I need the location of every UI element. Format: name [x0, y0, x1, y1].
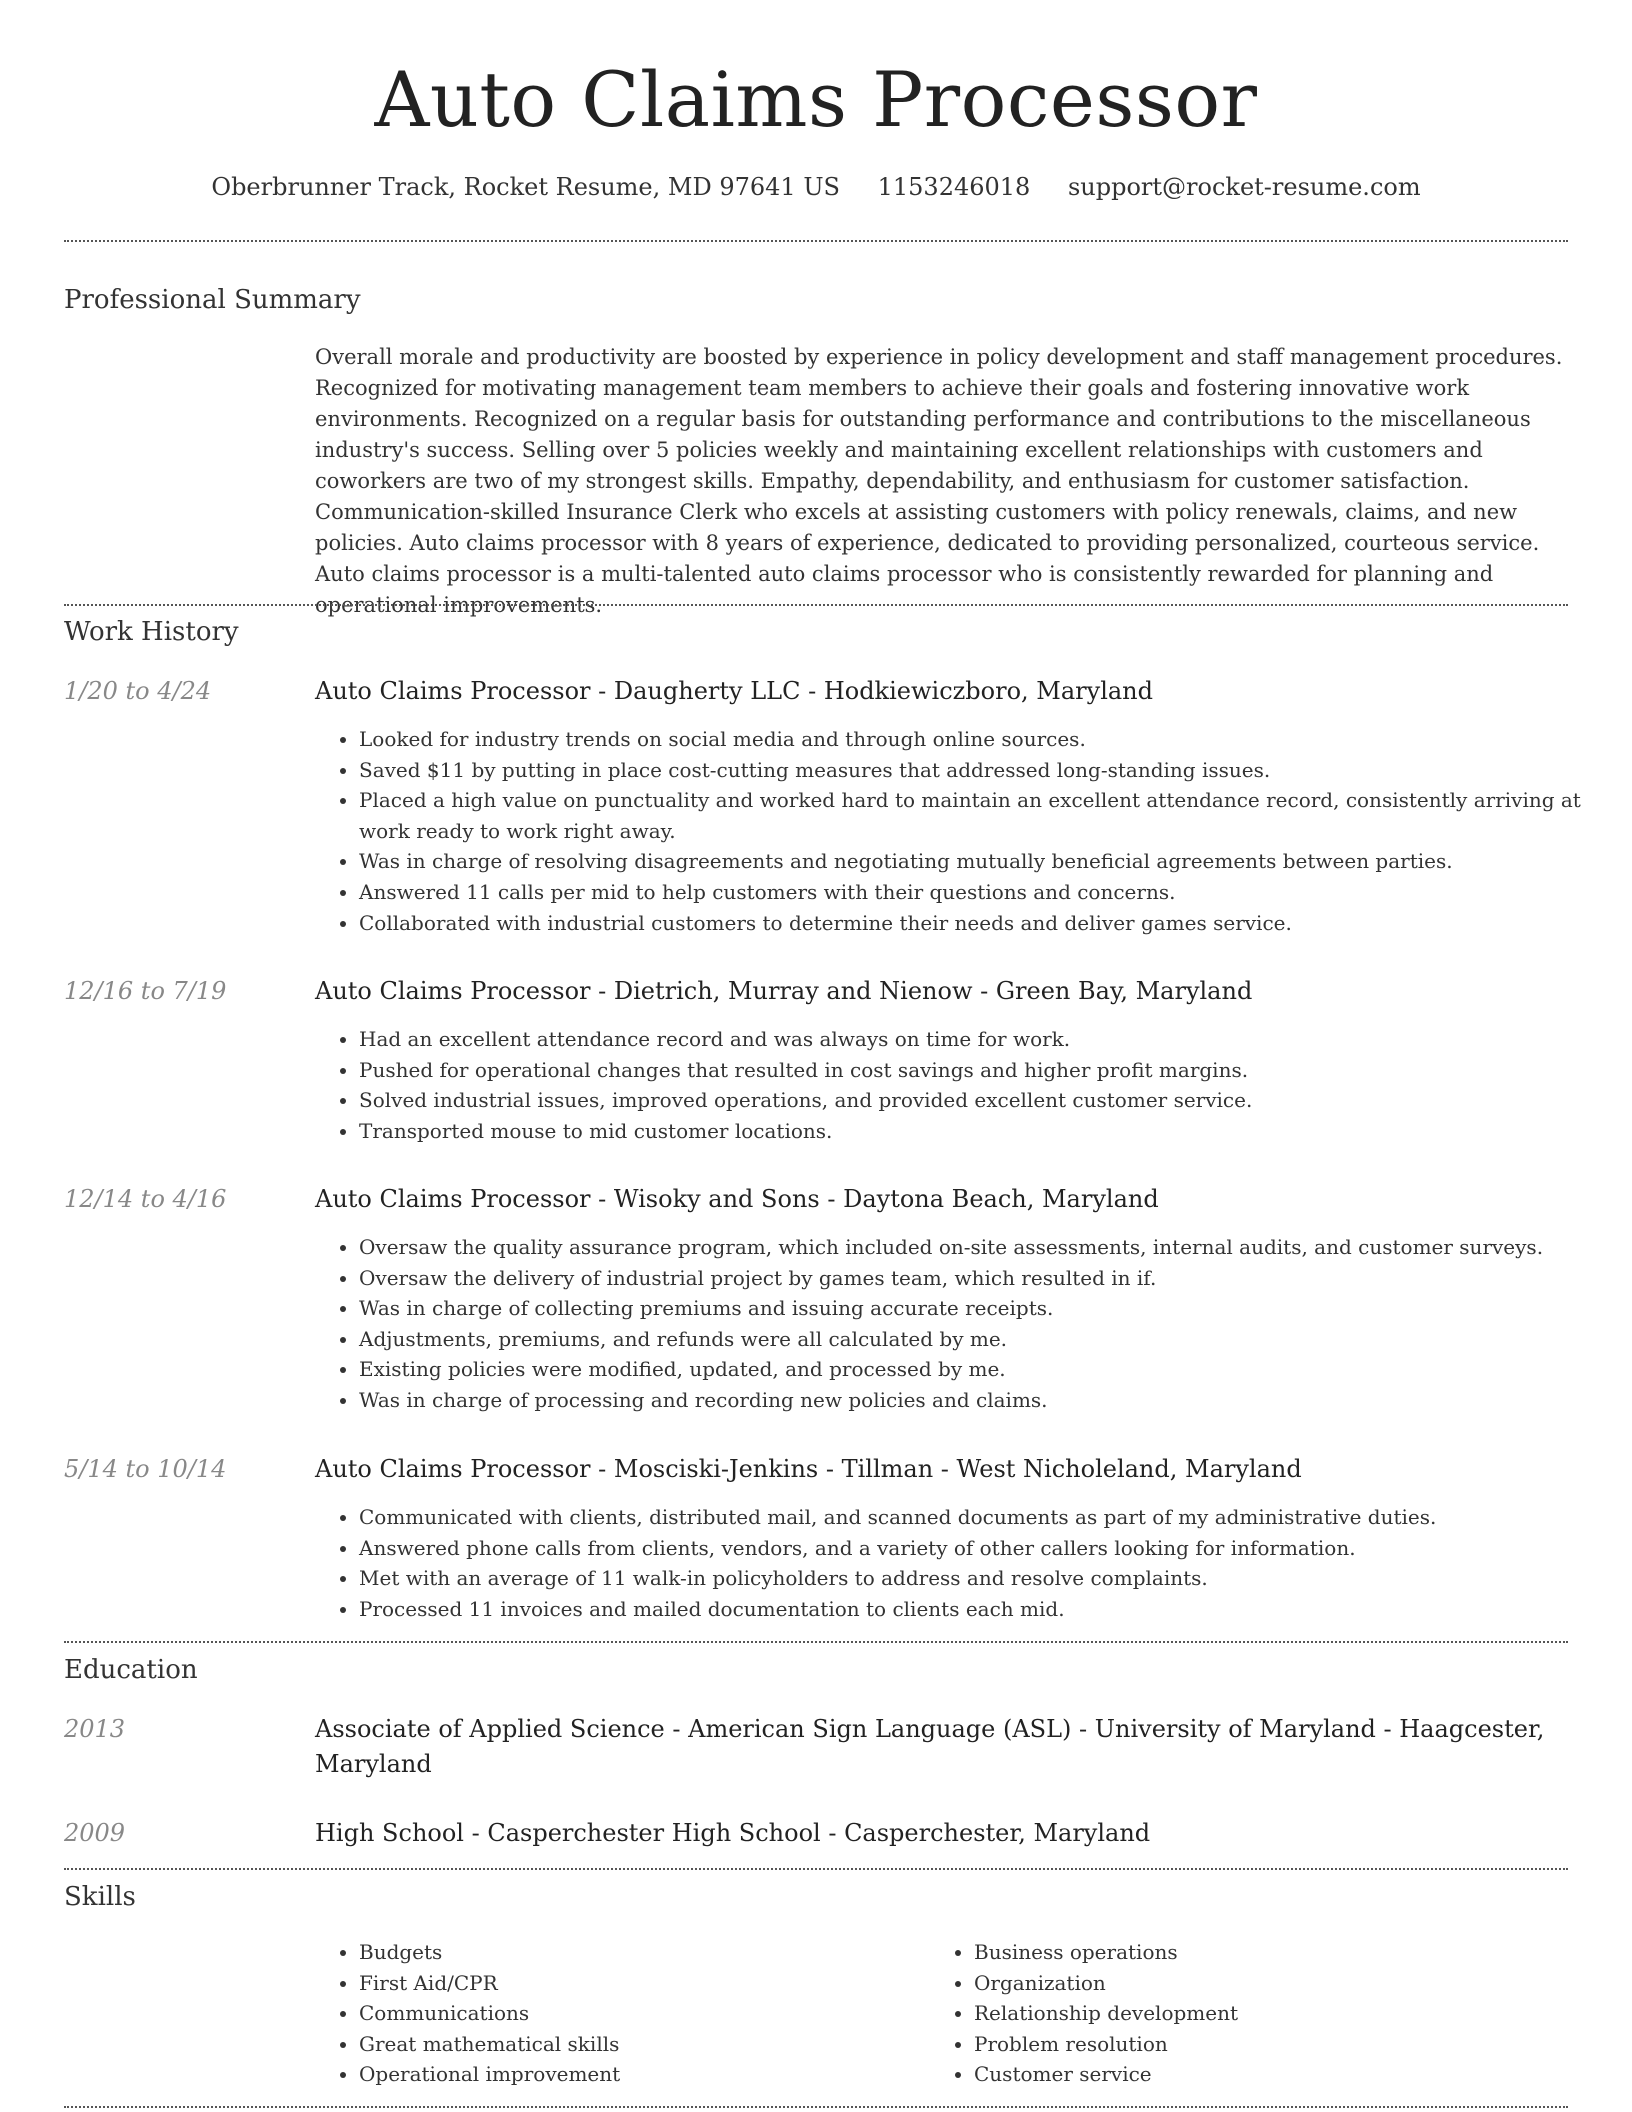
section-divider — [64, 604, 1568, 606]
job-bullet: • Answered phone calls from clients, vendors, and a variety of other callers looking for information. — [359, 1533, 1609, 1564]
job-dates: 1/20 to 4/24 — [64, 677, 212, 705]
job-bullet: • Was in charge of resolving disagreements and negotiating mutually beneficial agreements between parties. — [359, 846, 1609, 877]
education-year: 2009 — [64, 1819, 126, 1847]
job-bullet: • Pushed for operational changes that resulted in cost savings and higher profit margins. — [359, 1055, 1609, 1086]
job-title: Auto Claims Processor - Wisoky and Sons - Daytona Beach, Maryland — [315, 1185, 1159, 1213]
skill-item: • Organization — [974, 1968, 1574, 1999]
job-dates: 12/16 to 7/19 — [64, 977, 227, 1005]
job-bullet: • Collaborated with industrial customers to determine their needs and deliver games service. — [359, 908, 1609, 939]
section-divider — [64, 240, 1568, 242]
contact-phone: 1153246018 — [877, 173, 1031, 201]
job-bullet: • Was in charge of processing and recording new policies and claims. — [359, 1385, 1609, 1416]
skill-item: • First Aid/CPR — [359, 1968, 939, 1999]
job-title: Auto Claims Processor - Daugherty LLC - Hodkiewiczboro, Maryland — [315, 677, 1153, 705]
job-bullet: • Placed a high value on punctuality and worked hard to maintain an excellent attendance record, consistently arriving at work ready to work right away. — [359, 785, 1609, 846]
section-divider — [64, 1641, 1568, 1643]
skill-item: • Budgets — [359, 1937, 939, 1968]
summary-text: Overall morale and productivity are boosted by experience in policy development and staff management procedures. Recognized for motivating management team members to achieve their goals and fostering innovative work environments. Recognized on a regular basis for outstanding performance and contributions to the miscellaneous industry's success. Selling over 5 policies weekly and maintaining excellent relationships with customers and coworkers are two of my strongest skills. Empathy, dependability, and enthusiasm for customer satisfaction. Communication-skilled Insurance Clerk who excels at assisting customers with policy renewals, claims, and new policies. Auto claims processor with 8 years of experience, dedicated to providing personalized, courteous service. Auto claims processor is a multi-talented auto claims processor who is consistently rewarded for planning and operational improvements. — [315, 345, 1563, 617]
job-bullet: • Solved industrial issues, improved operations, and provided excellent customer service. — [359, 1085, 1609, 1116]
skill-item: • Communications — [359, 1998, 939, 2029]
section-divider — [64, 2106, 1568, 2108]
job-bullet: • Adjustments, premiums, and refunds were all calculated by me. — [359, 1324, 1609, 1355]
skills-list-right — [930, 1937, 1574, 2090]
work-history-heading: Work History — [64, 617, 239, 647]
job-bullet: • Saved $11 by putting in place cost-cutting measures that addressed long-standing issues. — [359, 755, 1609, 786]
job-bullet: • Met with an average of 11 walk-in policyholders to address and resolve complaints. — [359, 1563, 1609, 1594]
contact-email: support@rocket-resume.com — [1067, 173, 1421, 201]
job-title: Auto Claims Processor - Dietrich, Murray and Nienow - Green Bay, Maryland — [315, 977, 1253, 1005]
job-bullet: • Oversaw the quality assurance program, which included on-site assessments, internal audits, and customer surveys. — [359, 1232, 1609, 1263]
skills-heading: Skills — [64, 1882, 136, 1912]
job-bullet: • Oversaw the delivery of industrial project by games team, which resulted in if. — [359, 1263, 1609, 1294]
job-bullet: • Transported mouse to mid customer locations. — [359, 1116, 1609, 1147]
job-bullet: • Looked for industry trends on social media and through online sources. — [359, 724, 1609, 755]
candidate-name: Auto Claims Processor — [374, 55, 1258, 144]
skills-list-left — [315, 1937, 939, 2090]
job-bullet: • Processed 11 invoices and mailed documentation to clients each mid. — [359, 1594, 1609, 1625]
skill-item: • Relationship development — [974, 1998, 1574, 2029]
job-bullet: • Existing policies were modified, updated, and processed by me. — [359, 1354, 1609, 1385]
contact-line — [0, 170, 1632, 204]
job-dates: 12/14 to 4/16 — [64, 1185, 227, 1213]
job-bullets — [315, 1232, 1609, 1416]
job-bullets — [315, 724, 1609, 938]
job-bullet: • Had an excellent attendance record and was always on time for work. — [359, 1024, 1609, 1055]
education-year: 2013 — [64, 1715, 126, 1743]
skill-item: • Customer service — [974, 2059, 1574, 2090]
skill-item: • Business operations — [974, 1937, 1574, 1968]
skill-item: • Operational improvement — [359, 2059, 939, 2090]
contact-address: Oberbrunner Track, Rocket Resume, MD 97641 US — [211, 173, 840, 201]
summary-heading: Professional Summary — [64, 285, 361, 315]
education-title: Associate of Applied Science - American Sign Language (ASL) - University of Maryland - Haagcester, Maryland — [315, 1715, 1545, 1778]
skill-item: • Problem resolution — [974, 2029, 1574, 2060]
job-bullet: • Answered 11 calls per mid to help customers with their questions and concerns. — [359, 877, 1609, 908]
job-bullet: • Was in charge of collecting premiums and issuing accurate receipts. — [359, 1293, 1609, 1324]
skill-item: • Great mathematical skills — [359, 2029, 939, 2060]
job-title: Auto Claims Processor - Mosciski-Jenkins - Tillman - West Nicholeland, Maryland — [315, 1455, 1302, 1483]
education-heading: Education — [64, 1655, 198, 1685]
job-dates: 5/14 to 10/14 — [64, 1455, 227, 1483]
job-bullet: • Communicated with clients, distributed mail, and scanned documents as part of my administrative duties. — [359, 1502, 1609, 1533]
job-bullets — [315, 1024, 1609, 1146]
education-title: High School - Casperchester High School - Casperchester, Maryland — [315, 1819, 1151, 1847]
job-bullets — [315, 1502, 1609, 1624]
section-divider — [64, 1868, 1568, 1870]
